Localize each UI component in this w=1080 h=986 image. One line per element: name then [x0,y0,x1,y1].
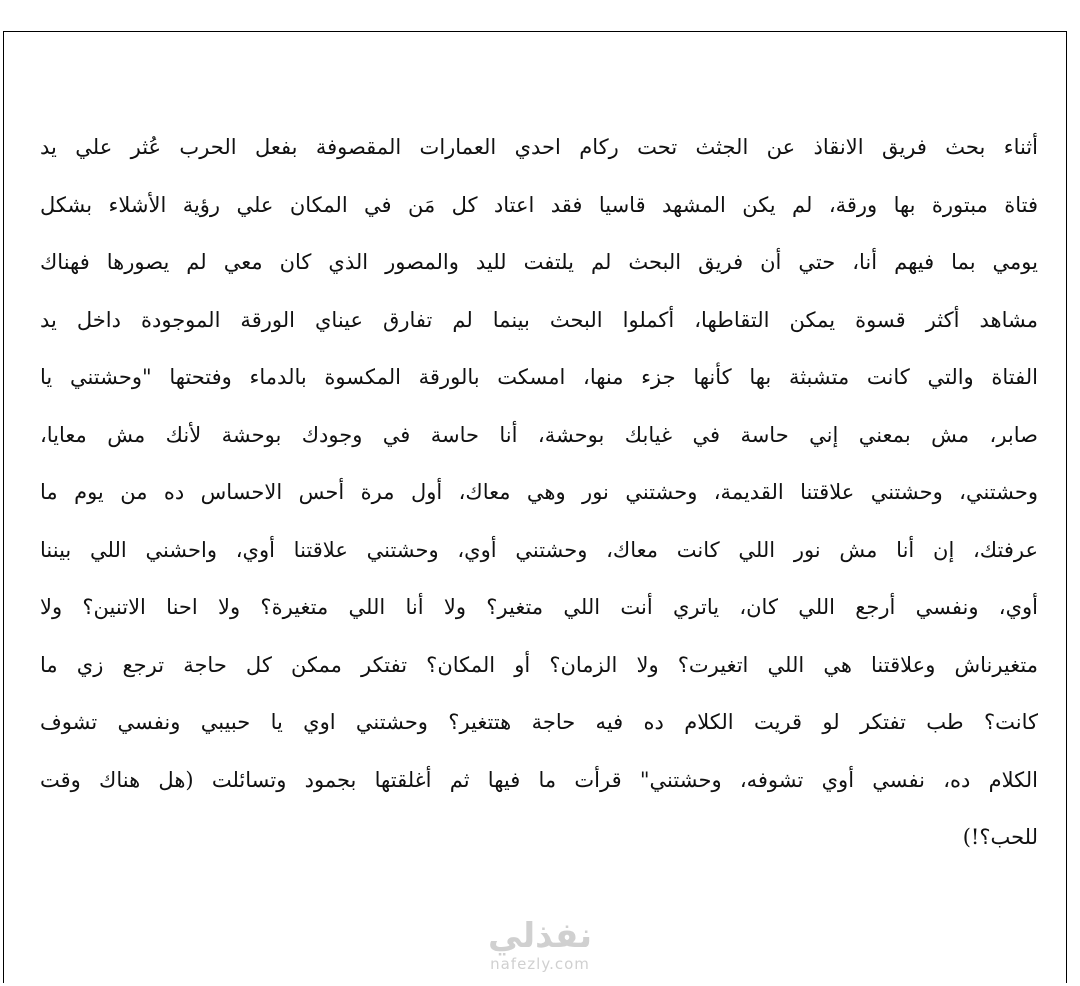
text-line: أثناء بحث فريق الانقاذ عن الجثث تحت ركام احدي العمارات المقصوفة بفعل الحرب عُثر علي يد [40,135,1038,159]
text-line: كانت؟ طب تفتكر لو قريت الكلام ده فيه حاجة هتتغير؟ وحشتني اوي يا حبيبي ونفسي تشوف [40,710,1038,734]
text-line: فتاة مبتورة بها ورقة، لم يكن المشهد قاسيا فقد اعتاد كل مَن في المكان علي رؤية الأشلاء بشكل [40,192,1038,217]
text-line: يومي بما فيهم أنا، حتي أن فريق البحث لم يلتفت لليد والمصور الذي كان معي لم يصورها فهناك [40,250,1038,274]
text-line: الفتاة والتي كانت متشبثة بها كأنها جزء منها، امسكت بالورقة المكسوة بالدماء وفتحتها "وحشتني يا [40,365,1038,389]
watermark-logo: نفذلي [487,916,593,956]
text-line: متغيرناش وعلاقتنا هي اللي اتغيرت؟ ولا الزمان؟ أو المكان؟ تفتكر ممكن كل حاجة ترجع زي ما [40,652,1038,677]
text-line: أوي، ونفسي أرجع اللي كان، ياتري أنت اللي متغير؟ ولا أنا اللي متغيرة؟ ولا احنا الاتنين؟ ولا [40,595,1038,619]
text-line: مشاهد أكثر قسوة يمكن التقاطها، أكملوا البحث بينما لم تفارق عيناي الورقة الموجودة داخل يد [40,307,1038,332]
watermark-domain: nafezly.com [490,955,590,973]
text-line: صابر، مش بمعني إني حاسة في غيابك بوحشة، أنا حاسة في وجودك بوحشة لأنك مش معايا، [40,422,1038,447]
nafezly-watermark [470,917,610,973]
text-line-last: للحب؟!) [962,825,1038,849]
text-line: الكلام ده، نفسي أوي تشوفه، وحشتني" قرأت ما فيها ثم أغلقتها بجمود وتسائلت (هل هناك وقت [40,767,1038,792]
story-paragraph [40,119,1038,867]
text-line: عرفتك، إن أنا مش نور اللي كانت معاك، وحشتني أوي، وحشتني علاقتنا أوي، واحشني اللي بيننا [40,537,1038,562]
text-line: وحشتني، وحشتني علاقتنا القديمة، وحشتني نور وهي معاك، أول مرة أحس الاحساس ده من يوم ما [40,480,1038,504]
